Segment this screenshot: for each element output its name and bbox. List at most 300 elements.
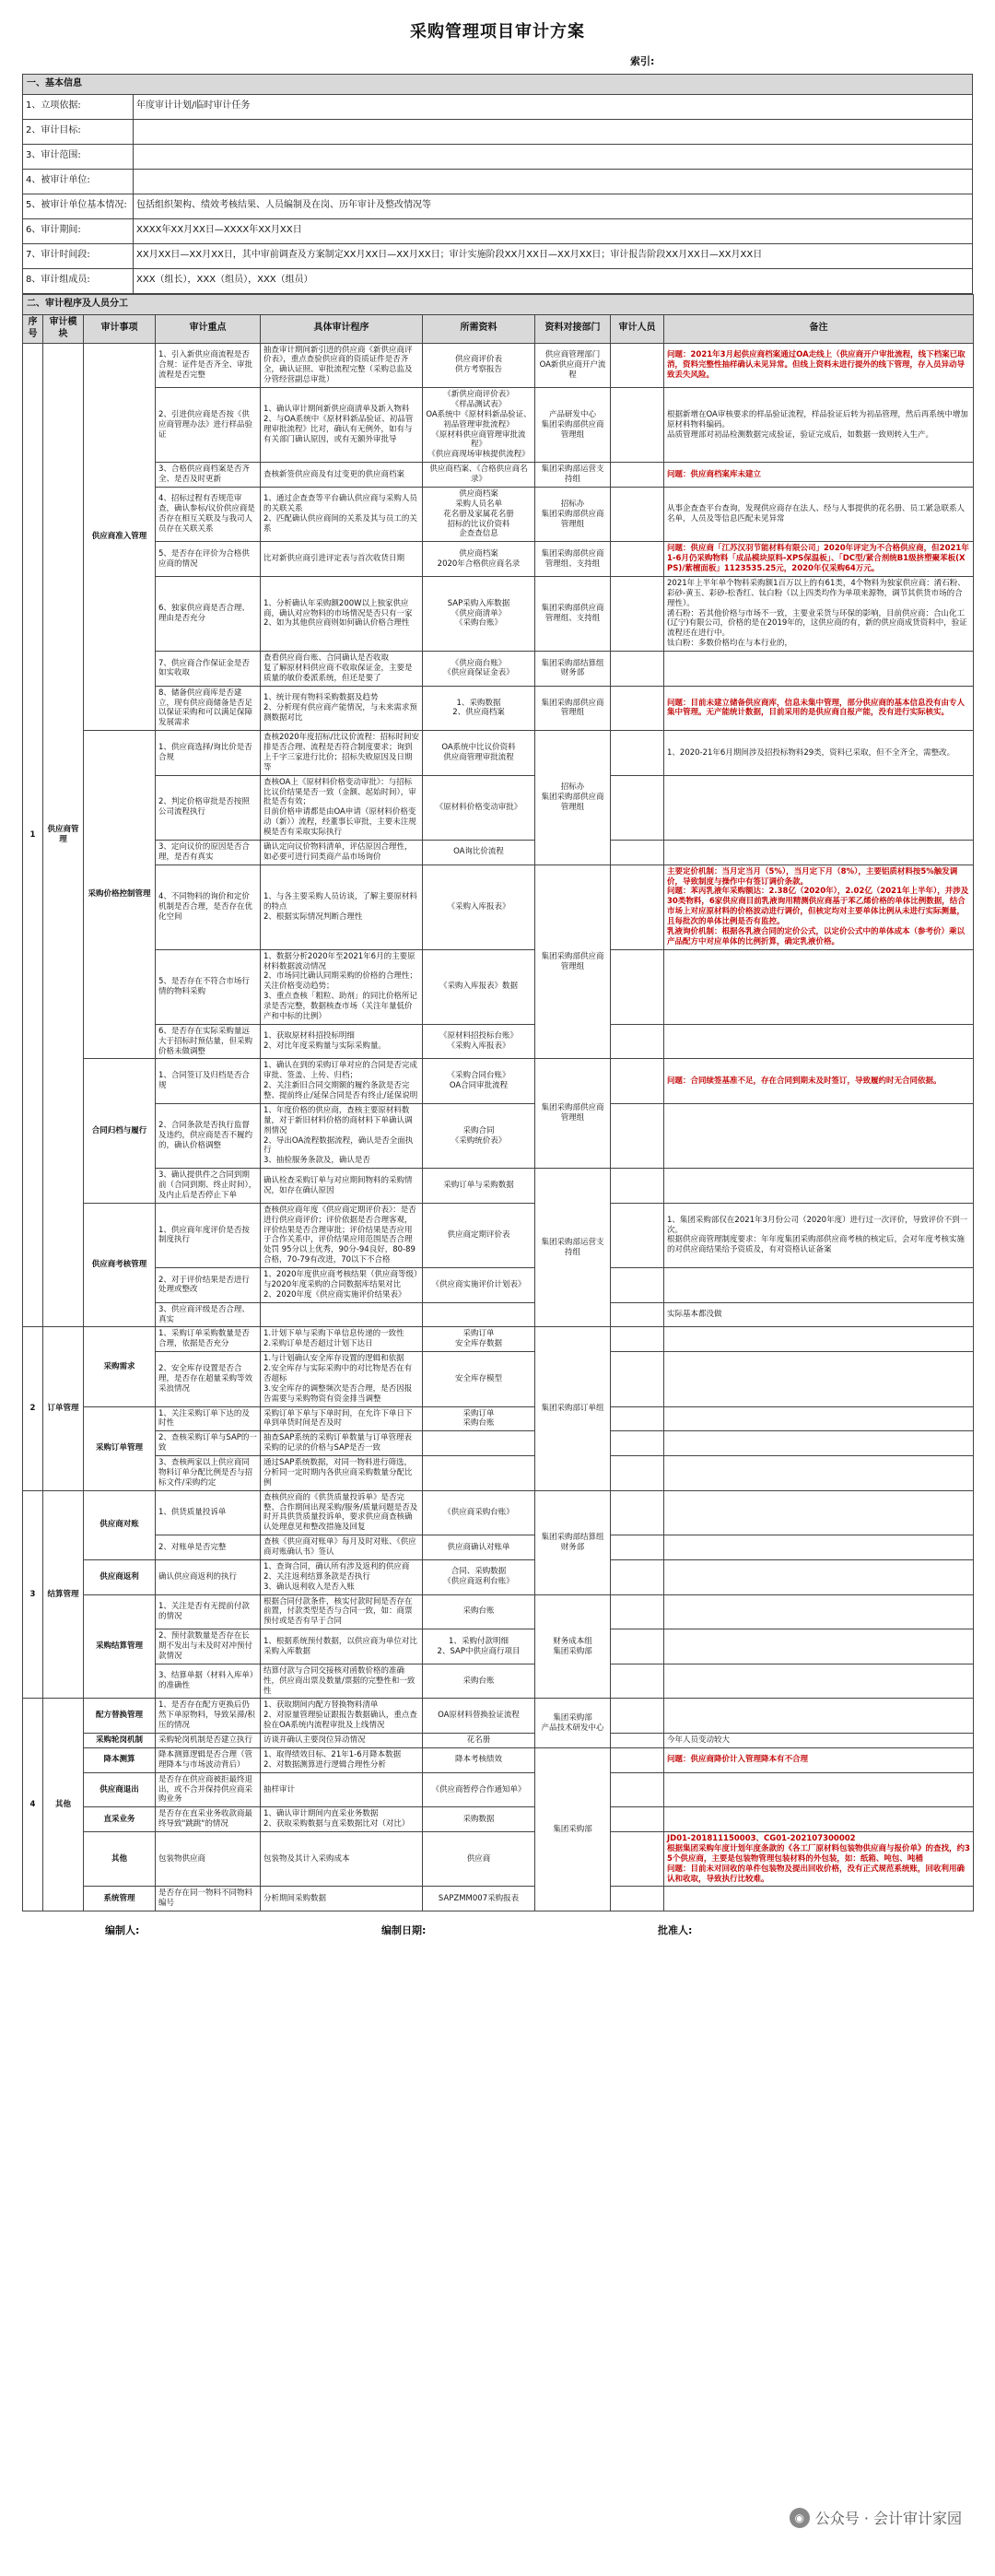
required-materials: 采购台账 [423, 1664, 535, 1699]
remarks: 问题：供应商「江苏汉羽节能材料有限公司」2020年评定为不合格供应商，但2021年1-6月仍采购物料「成品模块原料-XPS保温板」、「DC型/紧合剂统B1级挤塑聚苯板(XPS)/紫檀面板」1123535.25元，2020年仅采购64万元。 [664, 542, 974, 577]
table-row [23, 1887, 974, 1911]
remarks [664, 949, 974, 1024]
audit-procedure: 采购订单下单与下单时间，在允许下单日下单到单货时间是否及时 [261, 1406, 423, 1431]
audit-item: 供应商返利 [84, 1559, 156, 1594]
remarks: 问题：供应商降价计入管理降本有不合理 [664, 1747, 974, 1772]
required-materials: 安全库存模型 [423, 1352, 535, 1406]
remarks: 问题：供应商档案库未建立 [664, 463, 974, 488]
audit-focus: 3、定向议价的原因是否合理，是否有真实 [156, 840, 261, 865]
required-materials: SAPZMM007采购报表 [423, 1887, 535, 1911]
auditor-cell [611, 1431, 664, 1456]
audit-item: 采购轮岗机制 [84, 1734, 156, 1748]
audit-procedure: 1、年度价格的供应商，查核主要原材料数量，对于新旧材料价格的商材料下单确认调剂情况 2、导出OA流程数据流程，确认是否全面执行 3、抽检服务条款及，确认是否 [261, 1103, 423, 1168]
audit-focus: 3、确认提供件之合同到期前（合同到期、终止时间），及内止后是否停止下单 [156, 1169, 261, 1204]
table-row [23, 949, 974, 1024]
audit-procedure: 查核供应商年度《供应商定期评价表》：是否进行供应商评价；评价依据是否合理客观，评价结果是否合理审批；评价结果是否应用于合作关系中，评价结果应用范围是否合理处罚 95分以上优秀，90分-94良好，80-89合格，70-79有改进，70以下不合格 [261, 1203, 423, 1267]
required-materials: 《供应商台账》 《供应商保证金表》 [423, 652, 535, 687]
liaison-department: 集团采购部 产品技术研发中心 [535, 1699, 611, 1748]
audit-focus: 是否存在同一物料不同物料编号 [156, 1887, 261, 1911]
table-row [23, 576, 974, 651]
table-row [23, 343, 974, 388]
column-header: 审计重点 [156, 314, 261, 343]
audit-procedure: 1、2020年度供应商考核结果（供应商等级）与2020年度采购的合同数据库结果对比 2、2020年度《供应商实施评价结果表》 [261, 1268, 423, 1303]
remarks [664, 1169, 974, 1204]
row-number: 4 [23, 1699, 43, 1911]
audit-focus: 2、合同条款是否执行监督及违约，供应商是否不履约的，确认价格调整 [156, 1103, 261, 1168]
table-row [23, 1559, 974, 1594]
liaison-department: 供应商管理部门 OA新供应商开户流程 [535, 343, 611, 388]
audit-procedure: 确认定向议价物料清单，评估原因合理性，如必要可进行同类商产品市场询价 [261, 840, 423, 865]
audit-item: 采购需求 [84, 1327, 156, 1406]
audit-procedure: 1.计划下单与采购下单信息传递的一致性 2.采购订单是否超过计划下达日 [261, 1327, 423, 1352]
auditor-cell [611, 1535, 664, 1560]
auditor-cell [611, 949, 664, 1024]
audit-focus: 1、采购订单采购数量是否合理，依据是否充分 [156, 1327, 261, 1352]
table-row [23, 1302, 974, 1327]
audit-focus: 采购轮岗机制是否建立执行 [156, 1734, 261, 1748]
table-row [23, 1629, 974, 1664]
basic-info-row [23, 119, 973, 144]
audit-procedure: 查核《供应商对账单》每月及时对账、《供应商对账确认书》签认 [261, 1535, 423, 1560]
basic-info-table [22, 74, 973, 294]
auditor-cell [611, 1302, 664, 1327]
basic-info-label: 5、被审计单位基本情况: [23, 194, 134, 218]
table-row [23, 1103, 974, 1168]
column-header: 审计人员 [611, 314, 664, 343]
required-materials: 采购订单 安全库存数据 [423, 1327, 535, 1352]
basic-info-value: XXXX年XX月XX日—XXXX年XX月XX日 [134, 218, 973, 243]
required-materials: 供应商档案、《合格供应商名录》 [423, 463, 535, 488]
auditor-cell [611, 1832, 664, 1887]
audit-focus: 2、对账单是否完整 [156, 1535, 261, 1560]
required-materials: 《采购入库报表》数据 [423, 949, 535, 1024]
basic-info-label: 7、审计时间段: [23, 243, 134, 268]
table-row [23, 865, 974, 949]
auditor-cell [611, 1268, 664, 1303]
remarks [664, 1629, 974, 1664]
audit-procedure: 1、根据系统预付数据，以供应商为单位对比采购入库数据 [261, 1629, 423, 1664]
auditor-cell [611, 1594, 664, 1629]
required-materials: 1、采购数据 2、供应商档案 [423, 686, 535, 731]
basic-info-label: 1、立项依据: [23, 94, 134, 119]
auditor-cell [611, 542, 664, 577]
table-row [23, 1734, 974, 1748]
audit-focus: 1、供应商年度评价是否按制度执行 [156, 1203, 261, 1267]
audit-focus: 1、供货质量投诉单 [156, 1490, 261, 1535]
auditor-cell [611, 463, 664, 488]
audit-procedure: 1、确认审计期间新供应商清单及新入物料 2、与OA系统中《原材料新品验证、初品管理审批流程》比对，确认有无例外，如有与有关部门确认原因，或有无额外审批导 [261, 388, 423, 463]
required-materials: 供应商 [423, 1832, 535, 1887]
column-header: 资料对接部门 [535, 314, 611, 343]
required-materials: 《采购入库报表》 [423, 865, 535, 949]
audit-item: 系统管理 [84, 1887, 156, 1911]
index-label: 索引: [630, 55, 655, 67]
basic-info-value [134, 119, 973, 144]
audit-item: 降本测算 [84, 1747, 156, 1772]
signature-line [22, 1923, 973, 1937]
section-basic-info: 一、基本信息 [23, 75, 973, 95]
remarks: 问题：合同续签基准不足，存在合同到期未及时签订，导致履约时无合同依据。 [664, 1059, 974, 1104]
audit-focus: 1、关注采购订单下达的及时性 [156, 1406, 261, 1431]
audit-procedure: 1、数据分析2020年至2021年6月的主要原材料数据波动情况 2、市场同比确认同期采购的价格的合理性；关注价格变动趋势； 3、重点查核「粗粒、助剂」的同比价格所记录是否完整，数据核查市场（关注年量低价产和中标的比例） [261, 949, 423, 1024]
audit-focus: 2、预付款数量是否存在长期不发出与未及时对冲预付款情况 [156, 1629, 261, 1664]
auditor-cell [611, 1103, 664, 1168]
basic-info-label: 8、审计组成员: [23, 268, 134, 293]
required-materials: 采购订单与采购数据 [423, 1169, 535, 1204]
remarks [664, 1559, 974, 1594]
auditor-cell [611, 1490, 664, 1535]
remarks [664, 1406, 974, 1431]
auditor-cell [611, 1629, 664, 1664]
table-row [23, 1832, 974, 1887]
row-number: 2 [23, 1327, 43, 1490]
table-row [23, 1772, 974, 1807]
auditor-cell [611, 840, 664, 865]
auditor-cell [611, 1327, 664, 1352]
remarks [664, 1535, 974, 1560]
audit-procedure: 抽查审计期间新引进的供应商《新供应商评价表》，重点查验供应商的资质证件是否齐全，确认证照、审批流程完整（采购总监及分管经营副总审批） [261, 343, 423, 388]
liaison-department: 招标办 集团采购部供应商管理组 [535, 731, 611, 865]
column-header: 审计事项 [84, 314, 156, 343]
audit-focus: 4、不同物料的询价和定价机制是否合理，是否存在优化空间 [156, 865, 261, 949]
remarks [664, 1431, 974, 1456]
basic-info-row [23, 218, 973, 243]
basic-info-value: XXX（组长），XXX（组员），XXX（组员） [134, 268, 973, 293]
remarks [664, 1807, 974, 1832]
table-row [23, 388, 974, 463]
audit-procedure: 通过SAP系统数据，对同一物料进行筛选，分析同一定时期内各供应商采购数量分配比例 [261, 1456, 423, 1491]
required-materials [423, 1456, 535, 1491]
audit-focus: 4、招标过程有否规范审查，确认参标/议价供应商是否存在相互关联及与我司人员存在关联关系 [156, 487, 261, 541]
auditor-cell [611, 1772, 664, 1807]
audit-item: 其他 [84, 1832, 156, 1887]
liaison-department: 集团采购部供应商管理组 [535, 686, 611, 731]
audit-focus: 3、合格供应商档案是否齐全、是否及时更新 [156, 463, 261, 488]
auditor-cell [611, 1352, 664, 1406]
liaison-department: 集团采购部供应商管理组 [535, 865, 611, 1059]
remarks [664, 652, 974, 687]
required-materials: OA系统中比议价资料 供应商管理审批流程 [423, 731, 535, 776]
audit-procedure: 抽查SAP系统的采购订单数量与订单管理表采购的记录的价格与SAP是否一致 [261, 1431, 423, 1456]
basic-info-value [134, 169, 973, 194]
liaison-department: 集团采购部订单组 [535, 1327, 611, 1490]
table-row [23, 1169, 974, 1204]
auditor-cell [611, 1807, 664, 1832]
auditor-cell [611, 1887, 664, 1911]
auditor-cell [611, 1559, 664, 1594]
required-materials: OA询比价流程 [423, 840, 535, 865]
audit-item: 合同归档与履行 [84, 1059, 156, 1203]
row-number: 3 [23, 1490, 43, 1699]
audit-item: 供应商对账 [84, 1490, 156, 1559]
table-row [23, 487, 974, 541]
audit-focus: 1、供应商选择/询比价是否合规 [156, 731, 261, 776]
audit-item: 供应商准入管理 [84, 343, 156, 731]
audit-item: 采购价格控制管理 [84, 731, 156, 1059]
required-materials: 《供应商暂停合作通知单》 [423, 1772, 535, 1807]
liaison-department: 集团采购部运营支持组 [535, 1169, 611, 1327]
auditor-cell [611, 1024, 664, 1059]
remarks: 从事企查查平台查询，发现供应商存在法人、经与人事提供的花名册、员工紧急联系人名单，人员及等信息匹配未见异常 [664, 487, 974, 541]
auditor-cell [611, 865, 664, 949]
column-header: 序号 [23, 314, 43, 343]
basic-info-row [23, 194, 973, 218]
audit-procedure: 分析期间采购数据 [261, 1887, 423, 1911]
remarks: JD01-201811150003、CG01-202107300002 根据集团采购年度计划年度条款的《各工厂原材料包装物供应商与报价单》的查找，约35个供应商，主要是包装物管理包装材料的外包装，如：纸箱、吨包、吨桶 问题：目前未对回收的单件包装物及提出回收价格，没有正式规范系统账，回收利用确认和收取，导致执行比较难。 [664, 1832, 974, 1887]
remarks: 根据新增在OA审核要求的样品验证流程，样品验证后转为初品管理，然后再系统中增加原材料物料编码。 品质管理部对初品检测数据完成验证，验证完成后，如数据一致则转入生产。 [664, 388, 974, 463]
liaison-department: 集团采购部运营支持组 [535, 463, 611, 488]
audit-focus: 2、判定价格审批是否按照公司流程执行 [156, 775, 261, 840]
table-row [23, 1406, 974, 1431]
table-header-row [23, 314, 974, 343]
liaison-department: 财务成本组 集团采购部 [535, 1594, 611, 1699]
required-materials: 《新供应商评价表》 《样品测试表》 OA系统中《原材料新品验证、初品管理审批流程》 《原材料供应商管理审批流程》 《供应商现场审核提供流程》 [423, 388, 535, 463]
audit-focus: 1、是否存在配方更换后仍然下单原物料，导致呆滞/积压的情况 [156, 1699, 261, 1734]
audit-focus: 包装物供应商 [156, 1832, 261, 1887]
audit-procedure: 结算付款与合同交接核对函数价格的准确性，供应商出票及数量/票据的完整性和一致性 [261, 1664, 423, 1699]
basic-info-label: 6、审计期间: [23, 218, 134, 243]
table-row [23, 731, 974, 776]
required-materials: 采购合同 《采购统价表》 [423, 1103, 535, 1168]
audit-procedure: 查核供应商的《供货质量投诉单》是否完整、合作期间出现采购/服务/质量问题是否及时开具供货质量投诉单，要求供应商查核确认处理意见和整改措施及回复 [261, 1490, 423, 1535]
table-row [23, 1490, 974, 1535]
required-materials: 合同、采购数据 《供应商返利台账》 [423, 1559, 535, 1594]
auditor-cell [611, 652, 664, 687]
remarks [664, 1664, 974, 1699]
required-materials: 采购数据 [423, 1807, 535, 1832]
liaison-department: 集团采购部 [535, 1747, 611, 1911]
required-materials: 降本考核绩效 [423, 1747, 535, 1772]
audit-procedure: 1、获取期间内配方替换物料清单 2、对原量管理验证跟报告数据确认，重点查验在OA系统内流程审批及上线情况 [261, 1699, 423, 1734]
audit-item: 供应商退出 [84, 1772, 156, 1807]
required-materials: 花名册 [423, 1734, 535, 1748]
audit-module: 订单管理 [43, 1327, 84, 1490]
audit-item: 采购订单管理 [84, 1406, 156, 1490]
auditor-cell [611, 343, 664, 388]
audit-focus: 2、安全库存设置是否合理，是否存在超量采购等效采浪情况 [156, 1352, 261, 1406]
audit-procedure: 1、分析确认年采购额200W以上独家供应商，确认对应物料的市场情况是否只有一家 2、如为其他供应商则如何确认价格合理性 [261, 576, 423, 651]
required-materials: 供应商确认对账单 [423, 1535, 535, 1560]
table-row [23, 1699, 974, 1734]
liaison-department: 招标办 集团采购部供应商管理组 [535, 487, 611, 541]
basic-info-row [23, 169, 973, 194]
audit-focus: 3、结算单据（材料入库单）的准确性 [156, 1664, 261, 1699]
basic-info-body [23, 94, 973, 293]
remarks [664, 1490, 974, 1535]
audit-focus: 降本测算逻辑是否合理（管理降本与市场波动背后） [156, 1747, 261, 1772]
table-row [23, 1456, 974, 1491]
basic-info-label: 3、审计范围: [23, 144, 134, 169]
audit-procedure: 包装物及其计入采购成本 [261, 1832, 423, 1887]
auditor-cell [611, 1169, 664, 1204]
column-header: 具体审计程序 [261, 314, 423, 343]
auditor-cell [611, 576, 664, 651]
remarks: 主要定价机制：当月定当月（5%），当月定下月（8%），主要铝质材料按5%触发调价，导致制度与操作中有签订调价条款。 问题：苯丙乳液年采购额达：2.38亿（2020年），2.02亿（2021年上半年），并涉及30类物料，6家供应商目前乳液询用精测供应商基于苯乙烯价格的单体比例数据，结合市场上对应原材料的价格波动进行调价，但核定均对主要单体比例从未进行实际测量，且每批次的单体比例是否有监控。 乳液询价机制：根据各乳液合同的定价公式，以定价公式中的单体成本（参考价）乘以产品配方中对应单体的比例折算，确定乳液价格。 [664, 865, 974, 949]
audit-procedure: 比对新供应商引进评定表与首次收货日期 [261, 542, 423, 577]
table-row [23, 1059, 974, 1104]
auditor-cell [611, 731, 664, 776]
audit-focus: 1、引入新供应商流程是否合规：证件是否齐全、审批流程是否完整 [156, 343, 261, 388]
table-row [23, 1352, 974, 1406]
audit-focus: 5、是否存在评价为合格供应商的情况 [156, 542, 261, 577]
auditor-cell [611, 1406, 664, 1431]
required-materials: 《采购合同台账》 OA合同审批流程 [423, 1059, 535, 1104]
basic-info-value: XX月XX日—XX月XX日，其中审前调查及方案制定XX月XX日—XX月XX日；审计实施阶段XX月XX日—XX月XX日；审计报告阶段XX月XX日—XX月XX日 [134, 243, 973, 268]
watermark-text: 公众号 · 会计审计家园 [814, 2510, 962, 2527]
table-row [23, 1807, 974, 1832]
table-row [23, 1203, 974, 1267]
basic-info-row [23, 243, 973, 268]
auditor-cell [611, 388, 664, 463]
audit-procedure: 1、与各主要采购人员访谈，了解主要原材料的特点 2、根据实际情况判断合理性 [261, 865, 423, 949]
auditor-cell [611, 775, 664, 840]
audit-procedure: 1、确认审计期间内直采业务数据 2、获取采购数据与直采数据比对（对比） [261, 1807, 423, 1832]
audit-procedure: 查核2020年度招标/比议价流程：招标时间安排是否合理、流程是否符合制度要求；询到上千字三家进行比价；招标失败原因及日期等 [261, 731, 423, 776]
audit-focus: 2、查核采购订单与SAP的一致 [156, 1431, 261, 1456]
table-row [23, 775, 974, 840]
table-row [23, 686, 974, 731]
remarks: 今年人员变动较大 [664, 1734, 974, 1748]
remarks [664, 1772, 974, 1807]
audit-procedure: 1、查询合同，确认所有涉及返利的供应商 2、关注返利结算条款是否执行 3、确认返利收入是否入账 [261, 1559, 423, 1594]
audit-procedure: 根据合同付款条件，核实付款时间是否存在前置，付款类型是否与合同一致，如：商票预付或是否有早于合同 [261, 1594, 423, 1629]
table-row [23, 1268, 974, 1303]
auditor-cell [611, 1699, 664, 1734]
liaison-department: 集团采购部结算组 财务部 [535, 1490, 611, 1594]
remarks [664, 1456, 974, 1491]
liaison-department: 产品研发中心 集团采购部供应商管理组 [535, 388, 611, 463]
basic-info-value: 包括组织架构、绩效考核结果、人员编制及在岗、历年审计及整改情况等 [134, 194, 973, 218]
audit-procedure: 1、获取原材料招投标明细 2、对比年度采购量与实际采购量。 [261, 1024, 423, 1059]
remarks: 问题：目前未建立储备供应商库，信息未集中管理，部分供应商的基本信息没有由专人集中管理。无产能统计数据，目前采用的是供应商自报产能，没有进行实际核实。 [664, 686, 974, 731]
required-materials: 供应商评价表 供方考察报告 [423, 343, 535, 388]
audit-item: 供应商考核管理 [84, 1203, 156, 1327]
signature-field: 编制人: [105, 1924, 140, 1937]
required-materials [423, 1302, 535, 1327]
remarks: 1、2020-21年6月期间涉及招投标物料29类，资料已采取，但不全齐全，需整改。 [664, 731, 974, 776]
audit-item: 采购结算管理 [84, 1594, 156, 1699]
table-row [23, 1431, 974, 1456]
table-row [23, 1664, 974, 1699]
audit-focus: 3、查核两家以上供应商同物料订单分配比例是否与招标文件/采购约定 [156, 1456, 261, 1491]
audit-procedure-table [22, 294, 974, 1911]
auditor-cell [611, 1734, 664, 1748]
audit-procedure: 1、统计现有物料采购数据及趋势 2、分析现有供应商产能情况，与未来需求预测数据对比 [261, 686, 423, 731]
audit-procedure: 1、通过企查查等平台确认供应商与采购人员的关联关系 2、匹配确认供应商间的关系及其与员工的关系 [261, 487, 423, 541]
required-materials: 供应商定期评价表 [423, 1203, 535, 1267]
audit-focus: 1、关注是否有无提前付款的情况 [156, 1594, 261, 1629]
column-header: 审计模块 [43, 314, 84, 343]
audit-focus: 3、供应商评级是否合理、真实 [156, 1302, 261, 1327]
table-row [23, 1747, 974, 1772]
audit-procedure: 查核新签供应商及有过变更的供应商档案 [261, 463, 423, 488]
audit-focus: 是否存在直采业务收款商最终导致"跳跳"的情况 [156, 1807, 261, 1832]
auditor-cell [611, 1203, 664, 1267]
audit-procedure: 1、取得绩效目标、21年1-6月降本数据 2、对数据测算进行逻辑合理性分析 [261, 1747, 423, 1772]
remarks [664, 1352, 974, 1406]
remarks [664, 1327, 974, 1352]
audit-procedure: 查核OA上《原材料价格变动审批》：与招标比议价结果是否一致（金额、起始时间），审批是否有效； 目前价格申请都是由OA申请（原材料价格变动（新））流程，经董事长审批，主要未注规模是否有采取实际执行 [261, 775, 423, 840]
audit-procedure: 抽样审计 [261, 1772, 423, 1807]
remarks [664, 840, 974, 865]
required-materials: 供应商档案 2020年合格供应商名录 [423, 542, 535, 577]
audit-item: 配方替换管理 [84, 1699, 156, 1734]
audit-focus: 2、引进供应商是否按《供应商管理办法》进行样品验证 [156, 388, 261, 463]
required-materials: 采购订单 采购台账 [423, 1406, 535, 1431]
section-procedures: 二、审计程序及人员分工 [23, 294, 974, 314]
audit-focus: 2、对于评价结果是否进行处理或整改 [156, 1268, 261, 1303]
basic-info-value [134, 144, 973, 169]
remarks: 1、集团采购部仅在2021年3月份公司（2020年度）进行过一次评价，导致评价不到一次。 根据供应商管理制度要求：年年度集团采购部供应商考核的核定后，会对年度考核实施的对供应商结果给予资质及，有对资格认证备案 [664, 1203, 974, 1267]
table-row [23, 1024, 974, 1059]
auditor-cell [611, 1747, 664, 1772]
required-materials: OA原材料替换验证流程 [423, 1699, 535, 1734]
table-row [23, 1327, 974, 1352]
required-materials: 采购台账 [423, 1594, 535, 1629]
audit-focus: 6、独家供应商是否合理、理由是否充分 [156, 576, 261, 651]
table-row [23, 463, 974, 488]
page-title: 采购管理项目审计方案 [410, 22, 585, 41]
remarks [664, 1594, 974, 1629]
basic-info-row [23, 94, 973, 119]
liaison-department: 集团采购部供应商管理组、支持组 [535, 576, 611, 651]
auditor-cell [611, 1059, 664, 1104]
basic-info-label: 2、审计目标: [23, 119, 134, 144]
remarks [664, 1887, 974, 1911]
audit-focus: 6、是否存在实际采购量远大于招标时预估量，但采购价格未做调整 [156, 1024, 261, 1059]
row-number: 1 [23, 343, 43, 1327]
audit-procedure: 确认检查采购订单与对应期间物料的采购情况，如存在确认原因 [261, 1169, 423, 1204]
basic-info-value: 年度审计计划/临时审计任务 [134, 94, 973, 119]
remarks [664, 1699, 974, 1734]
audit-procedure: 1.与计划确认安全库存设置的逻辑和依据 2.安全库存与实际采购中的对比物是否在有否超标 3.安全库存的调整频次是否合理，是否因报告需要与采购物资有资金排当调整 [261, 1352, 423, 1406]
remarks [664, 775, 974, 840]
signature-field: 编制日期: [381, 1924, 427, 1937]
audit-procedure [261, 1302, 423, 1327]
audit-focus: 5、是否存在不符合市场行情的物料采购 [156, 949, 261, 1024]
audit-focus: 确认供应商返利的执行 [156, 1559, 261, 1594]
basic-info-row [23, 268, 973, 293]
audit-focus: 7、供应商合作保证金是否如实收取 [156, 652, 261, 687]
remarks: 问题：2021年3月起供应商档案通过OA走线上（供应商开户审批流程，线下档案已取消，资料完整性抽样确认未见异常。但线上资料未进行提外的线下管理，存入员异动导致丢失风险。 [664, 343, 974, 388]
auditor-cell [611, 686, 664, 731]
wechat-icon: ◉ [790, 2508, 810, 2528]
required-materials: 供应商档案 采购人员名单 花名册及家属花名册 招标的比议价资料 企查查信息 [423, 487, 535, 541]
liaison-department: 集团采购部供应商管理组、支持组 [535, 542, 611, 577]
table-row [23, 840, 974, 865]
table-row [23, 652, 974, 687]
audit-procedure: 访谈并确认主要岗位异动情况 [261, 1734, 423, 1748]
audit-focus: 1、合同签订及归档是否合规 [156, 1059, 261, 1104]
required-materials: 《供应商采购台账》 [423, 1490, 535, 1535]
procedure-body [23, 343, 974, 1911]
required-materials: SAP采购入库数据 《供应商清单》 《采购台账》 [423, 576, 535, 651]
basic-info-label: 4、被审计单位: [23, 169, 134, 194]
required-materials: 《原材料价格变动审批》 [423, 775, 535, 840]
audit-module: 其他 [43, 1699, 84, 1911]
auditor-cell [611, 1664, 664, 1699]
required-materials: 《供应商实施评价计划表》 [423, 1268, 535, 1303]
remarks [664, 1103, 974, 1168]
audit-procedure: 1、确认在到的采购订单对应的合同是否完成审批、签盖、上传、归档； 2、关注新旧合同交期额的履约条款是否完整、提前终止/延保合同是否有终止/延保说明 [261, 1059, 423, 1104]
column-header: 所需资料 [423, 314, 535, 343]
signature-field: 批准人: [658, 1924, 693, 1937]
audit-module: 供应商管理 [43, 343, 84, 1327]
required-materials: 1、采购付款明细 2、SAP中供应商行项目 [423, 1629, 535, 1664]
audit-procedure: 查看供应商台账、合同确认是否收取 复了解原材料供应商不收取保证金，主要是质量的敏价委派系统，但还是要了 [261, 652, 423, 687]
auditor-cell [611, 1456, 664, 1491]
basic-info-row [23, 144, 973, 169]
